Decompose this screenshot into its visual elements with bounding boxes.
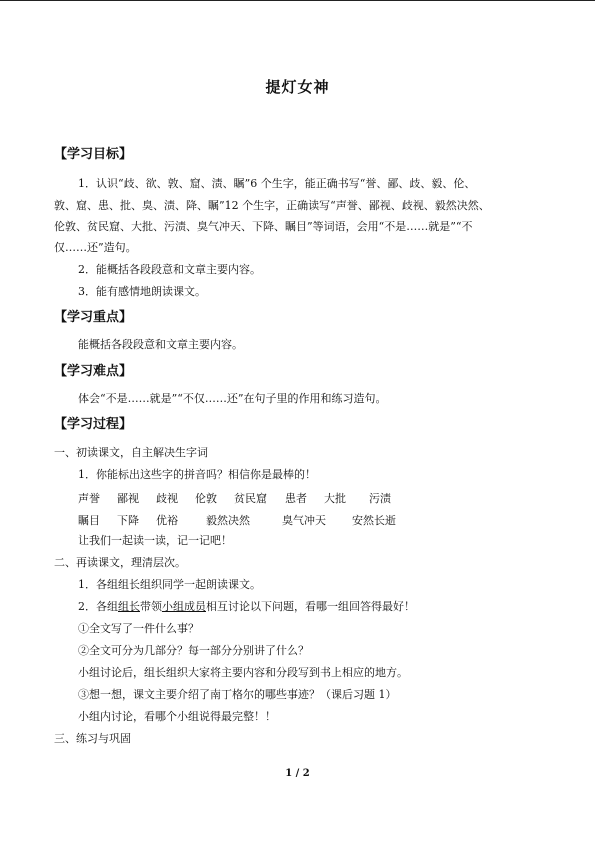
process-question3: ③想一想，课文主要介绍了南丁格尔的哪些事迹？（课后习题 1） bbox=[78, 688, 397, 701]
key-text: 能概括各段段意和文章主要内容。 bbox=[78, 338, 243, 351]
word-item: 毅然决然 bbox=[206, 514, 250, 527]
process-question1: ①全文写了一件什么事？ bbox=[78, 622, 199, 635]
process-note: 小组讨论后，组长组织大家将主要内容和分段写到书上相应的地方。 bbox=[78, 666, 408, 679]
difficulty-text: 体会“不是……就是”“不仅……还”在句子里的作用和练习造句。 bbox=[78, 392, 387, 405]
goals-heading: 【学习目标】 bbox=[54, 147, 133, 162]
process-part1-question: 1．你能标出这些字的拼音吗？相信你是最棒的！ bbox=[78, 468, 316, 481]
goals-item1-line3: 伦敦、贫民窟、大批、污渍、臭气冲天、下降、瞩目”等词语，会用“不是……就是”“不 bbox=[54, 220, 473, 233]
word-item: 优裕 bbox=[156, 514, 178, 527]
process-part2-step1: 1．各组组长组织同学一起朗读课文。 bbox=[78, 578, 261, 591]
key-heading: 【学习重点】 bbox=[54, 310, 133, 325]
word-item: 声誉 bbox=[78, 492, 100, 505]
goals-item3: 3．能有感情地朗读课文。 bbox=[78, 285, 206, 298]
process-part1-end: 让我们一起读一读，记一记吧！ bbox=[78, 534, 232, 547]
process-end: 小组内讨论，看哪个小组说得最完整！！ bbox=[78, 710, 276, 723]
underlined-group-leader: 组长 bbox=[118, 600, 140, 613]
word-item: 安然长逝 bbox=[352, 514, 396, 527]
process-heading: 【学习过程】 bbox=[54, 417, 133, 432]
word-item: 下降 bbox=[117, 514, 139, 527]
word-item: 大批 bbox=[324, 492, 346, 505]
step2-text: 相互讨论以下问题，看哪一组回答得最好！ bbox=[206, 600, 415, 613]
word-item: 臭气冲天 bbox=[282, 514, 326, 527]
process-part2: 二、再读课文，理清层次。 bbox=[54, 556, 186, 569]
difficulty-heading: 【学习难点】 bbox=[54, 364, 133, 379]
process-question2: ②全文可分为几部分？每一部分分别讲了什么？ bbox=[78, 644, 309, 657]
step2-text: 带领 bbox=[140, 600, 162, 613]
page-title: 提灯女神 bbox=[265, 78, 330, 96]
word-item: 鄙视 bbox=[117, 492, 139, 505]
step2-text: 2．各组 bbox=[78, 600, 118, 613]
goals-item1-line2: 敦、窟、患、批、臭、渍、降、瞩”12 个生字，正确读写“声誉、鄙视、歧视、毅然决然、 bbox=[54, 199, 490, 212]
word-item: 患者 bbox=[285, 492, 307, 505]
word-item: 歧视 bbox=[156, 492, 178, 505]
goals-item1-line1: 1．认识“歧、欲、敦、窟、渍、瞩”6 个生字，能正确书写“誉、鄙、歧、毅、伦、 bbox=[78, 177, 476, 190]
goals-item1-line4: 仅……还”造句。 bbox=[54, 241, 137, 254]
process-part3: 三、练习与巩固 bbox=[54, 732, 131, 745]
underlined-group-members: 小组成员 bbox=[162, 600, 206, 613]
goals-item2: 2．能概括各段段意和文章主要内容。 bbox=[78, 263, 261, 276]
word-item: 瞩目 bbox=[78, 514, 100, 527]
process-part1: 一、初读课文，自主解决生字词 bbox=[54, 446, 208, 459]
top-rule bbox=[0, 0, 595, 1]
word-item: 贫民窟 bbox=[234, 492, 267, 505]
page-number: 1 / 2 bbox=[285, 768, 310, 779]
word-item: 伦敦 bbox=[195, 492, 217, 505]
word-item: 污渍 bbox=[369, 492, 391, 505]
process-part2-step2 bbox=[78, 600, 415, 614]
